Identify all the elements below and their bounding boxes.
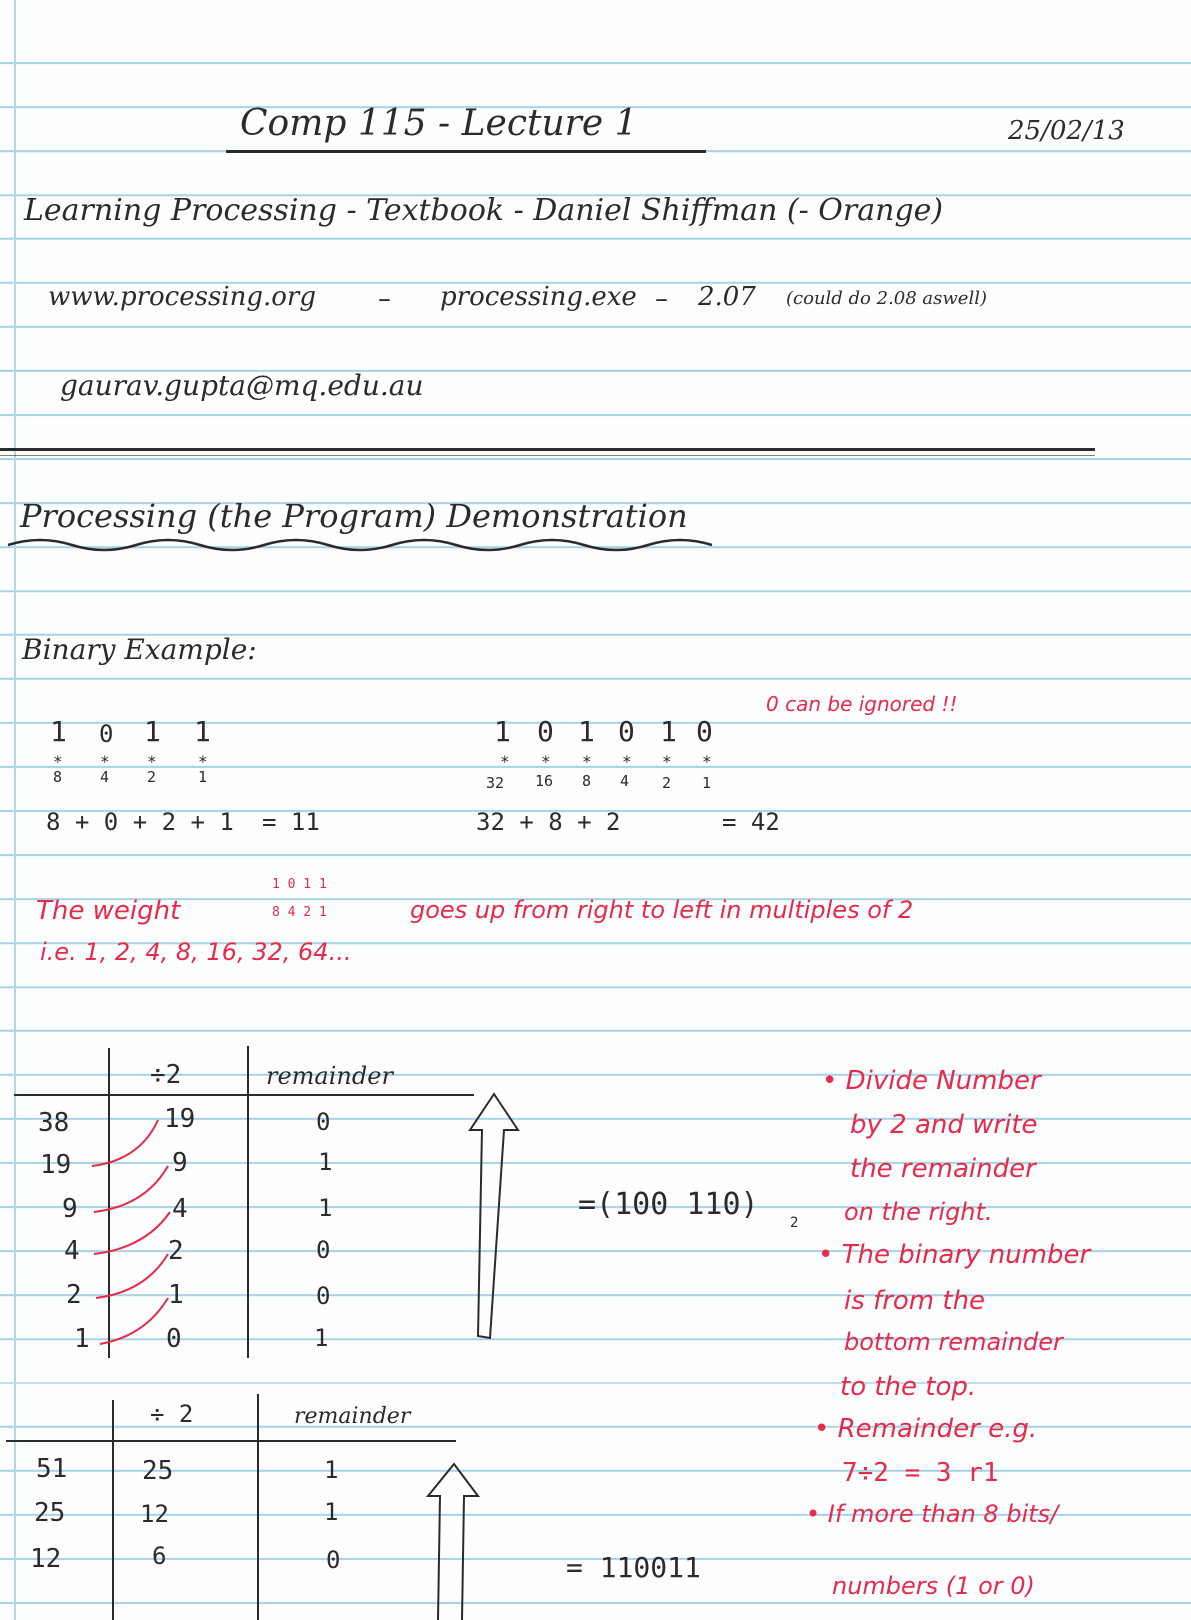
- table1-remainder: 1: [318, 1194, 333, 1222]
- ex2-star: *: [500, 752, 510, 771]
- textbook-line: Learning Processing - Textbook - Daniel Shiffman (- Orange): [24, 193, 944, 228]
- table1-remainder: 0: [316, 1236, 331, 1264]
- table1-number: 2: [66, 1280, 82, 1310]
- weight-note-start: The weight: [36, 896, 181, 926]
- note-line: bottom remainder: [844, 1328, 1063, 1356]
- note-line: on the right.: [844, 1198, 993, 1226]
- ex1-weight: 4: [100, 768, 110, 786]
- ex1-star: *: [100, 752, 110, 771]
- ex1-bit: 1: [194, 715, 211, 748]
- table2-result: = 110011: [566, 1551, 701, 1584]
- note-line: 7÷2 = 3 r1: [842, 1458, 999, 1488]
- table2-header-div: ÷ 2: [150, 1400, 194, 1428]
- table2-quotient: 12: [140, 1500, 169, 1528]
- ex2-weight: 16: [535, 772, 554, 790]
- lecture-date: 25/02/13: [1008, 116, 1125, 146]
- table1-quotient: 19: [164, 1104, 196, 1134]
- ex2-star: *: [541, 752, 551, 771]
- weight-inline-bits: 1 0 1 1: [272, 877, 327, 892]
- note-line: the remainder: [850, 1154, 1036, 1184]
- note-line: by 2 and write: [850, 1110, 1038, 1140]
- version-note: (could do 2.08 aswell): [786, 288, 987, 309]
- ex1-bit: 1: [144, 715, 161, 748]
- table2-remainder: 0: [326, 1546, 341, 1574]
- table1-number: 38: [38, 1108, 70, 1138]
- table1-header-remainder: remainder: [266, 1062, 393, 1090]
- table1-remainder: 1: [314, 1324, 329, 1352]
- table1-number: 9: [62, 1194, 78, 1224]
- table1-quotient: 9: [172, 1148, 188, 1178]
- section-title: Processing (the Program) Demonstration: [20, 497, 688, 535]
- table2-quotient: 6: [152, 1542, 167, 1570]
- ex2-weight: 32: [486, 774, 505, 792]
- ex1-star: *: [147, 752, 157, 771]
- table1-number: 4: [64, 1236, 80, 1266]
- table1-remainder: 0: [316, 1282, 331, 1310]
- website-text: www.processing.org: [48, 282, 316, 312]
- note-line: is from the: [844, 1286, 986, 1316]
- table1-remainder: 0: [316, 1108, 331, 1136]
- table2-number: 25: [34, 1498, 66, 1528]
- ex2-bit: 0: [618, 715, 635, 748]
- table2-number: 12: [30, 1544, 62, 1574]
- ex1-star: *: [53, 752, 63, 771]
- ex1-weight: 8: [53, 768, 63, 786]
- ex1-star: *: [198, 752, 208, 771]
- ex2-weight: 4: [620, 772, 630, 790]
- table2-quotient: 25: [142, 1456, 174, 1486]
- ex2-bit: 0: [537, 715, 554, 748]
- ex2-result: = 42: [722, 808, 780, 836]
- ex2-sum: 32 + 8 + 2: [476, 808, 621, 836]
- ex2-star: *: [622, 752, 632, 771]
- exe-text: processing.exe: [440, 282, 637, 312]
- ex2-bit: 1: [578, 715, 595, 748]
- ex1-weight: 1: [198, 768, 208, 786]
- table1-result: =(100 110): [578, 1187, 759, 1222]
- binary-example-label: Binary Example:: [22, 633, 257, 666]
- ex1-bit: 1: [50, 715, 67, 748]
- note-line: • If more than 8 bits/: [806, 1500, 1059, 1528]
- note-line: • Remainder e.g.: [814, 1414, 1038, 1444]
- ex2-star: *: [662, 752, 672, 771]
- table1-quotient: 0: [166, 1324, 182, 1354]
- note-line: numbers (1 or 0): [832, 1572, 1035, 1600]
- table1-quotient: 2: [168, 1236, 184, 1266]
- ex2-star: *: [582, 752, 592, 771]
- lecture-title: Comp 115 - Lecture 1: [240, 103, 638, 144]
- ex1-weight: 2: [147, 768, 157, 786]
- table1-header-div: ÷2: [150, 1060, 182, 1090]
- ignore-zero-note: 0 can be ignored !!: [766, 692, 958, 716]
- table2-remainder: 1: [324, 1456, 339, 1484]
- version-text: 2.07: [698, 282, 756, 312]
- dash: –: [655, 284, 668, 314]
- table2-number: 51: [36, 1454, 68, 1484]
- weight-sequence: i.e. 1, 2, 4, 8, 16, 32, 64...: [40, 938, 352, 966]
- note-line: to the top.: [840, 1372, 977, 1402]
- table2-remainder: 1: [324, 1498, 339, 1526]
- ex1-result: = 11: [262, 808, 320, 836]
- table1-number: 19: [40, 1150, 72, 1180]
- table2-header-remainder: remainder: [294, 1404, 411, 1429]
- ex2-bit: 1: [660, 715, 677, 748]
- table1-result-base: 2: [790, 1215, 799, 1231]
- table1-number: 1: [74, 1324, 90, 1354]
- ex2-bit: 1: [494, 715, 511, 748]
- note-line: • The binary number: [818, 1240, 1091, 1270]
- ex1-sum: 8 + 0 + 2 + 1: [46, 808, 234, 836]
- table1-remainder: 1: [318, 1148, 333, 1176]
- note-line: • Divide Number: [822, 1066, 1041, 1096]
- ex1-bit: 0: [99, 720, 114, 748]
- ex2-star: *: [702, 752, 712, 771]
- ex2-weight: 8: [582, 772, 592, 790]
- ex2-weight: 1: [702, 774, 712, 792]
- email-text: gaurav.gupta@mq.edu.au: [60, 369, 424, 402]
- weight-inline-weights: 8 4 2 1: [272, 905, 327, 920]
- dash: –: [378, 284, 391, 314]
- table1-quotient: 1: [168, 1280, 184, 1310]
- ex2-bit: 0: [696, 715, 713, 748]
- weight-note-end: goes up from right to left in multiples of 2: [410, 896, 914, 924]
- ex2-weight: 2: [662, 774, 672, 792]
- table1-quotient: 4: [172, 1194, 188, 1224]
